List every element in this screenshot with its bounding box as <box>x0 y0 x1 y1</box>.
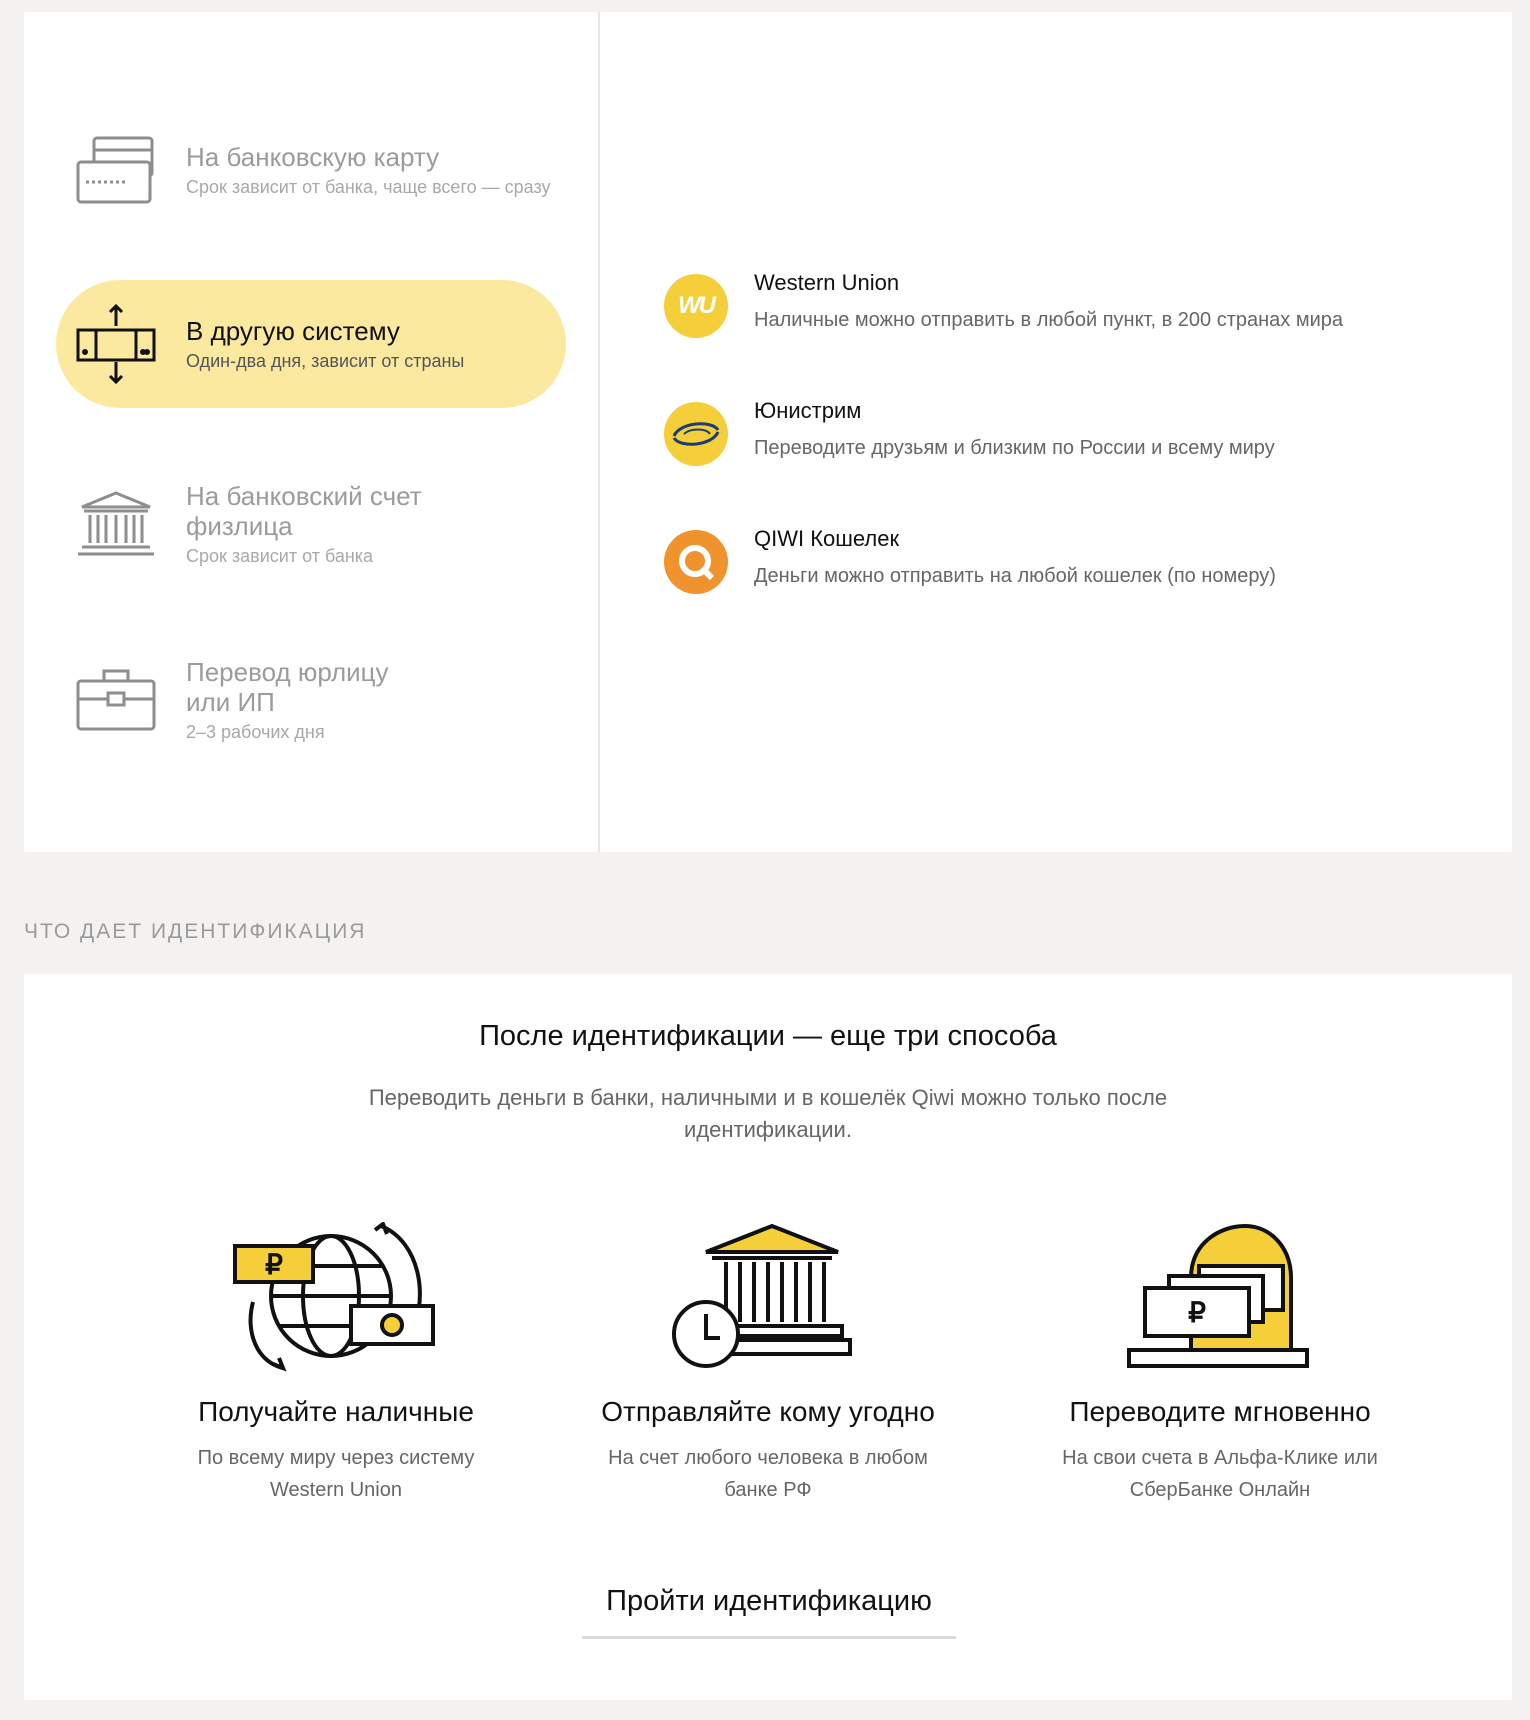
method-title: На банковскую карту <box>186 142 440 172</box>
feature-title: Получайте наличные <box>198 1396 474 1427</box>
feature-instant <box>1000 1222 1440 1506</box>
provider-qiwi[interactable] <box>664 526 1484 594</box>
method-legal-entity[interactable] <box>56 650 566 750</box>
method-title: На банковский счет физлица <box>186 481 422 541</box>
method-bank-account[interactable] <box>56 474 566 574</box>
column-divider <box>598 12 600 852</box>
provider-desc: Наличные можно отправить в любой пункт, в 200 странах мира <box>754 309 1344 331</box>
method-subtitle: Срок зависит от банка <box>186 546 374 566</box>
feature-cash <box>116 1222 556 1506</box>
card-icon <box>56 136 176 204</box>
identification-card <box>24 974 1512 1700</box>
method-title: Перевод юрлицу или ИП <box>186 657 389 717</box>
feature-title: Переводите мгновенно <box>1069 1396 1371 1427</box>
method-other-system[interactable] <box>56 280 566 408</box>
provider-unistream[interactable] <box>664 398 1484 466</box>
method-bank-card[interactable] <box>56 120 566 220</box>
western-union-logo-icon: WU <box>664 274 728 338</box>
qiwi-logo-icon <box>664 530 728 594</box>
svg-text:₽: ₽ <box>265 1249 283 1280</box>
method-subtitle: 2–3 рабочих дня <box>186 722 325 742</box>
feature-desc: На счет любого человека в любом банке РФ <box>608 1447 928 1501</box>
transfer-system-icon <box>56 304 176 384</box>
provider-name: Юнистрим <box>754 398 862 423</box>
provider-western-union[interactable] <box>664 270 1484 338</box>
provider-desc: Деньги можно отправить на любой кошелек (по номеру) <box>754 565 1276 587</box>
provider-name: Western Union <box>754 270 900 295</box>
provider-name: QIWI Кошелек <box>754 526 900 551</box>
provider-desc: Переводите друзьям и близким по России и всему миру <box>754 437 1275 459</box>
briefcase-icon <box>56 669 176 731</box>
svg-text:₽: ₽ <box>1188 1297 1206 1328</box>
feature-title: Отправляйте кому угодно <box>601 1396 935 1427</box>
identification-lead: Переводить деньги в банки, наличными и в кошелёк Qiwi можно только после идентификации. <box>368 1085 1168 1142</box>
identification-headline: После идентификации — еще три способа <box>479 1020 1057 1052</box>
feature-desc: По всему миру через систему Western Union <box>197 1447 475 1501</box>
feature-send <box>548 1222 988 1506</box>
instant-transfer-icon <box>1000 1222 1440 1372</box>
bank-clock-icon <box>548 1222 988 1372</box>
identification-button[interactable]: Пройти идентификацию <box>582 1580 956 1639</box>
transfer-methods-card <box>24 12 1512 852</box>
globe-cash-icon <box>116 1222 556 1372</box>
method-title: В другую систему <box>186 316 400 346</box>
method-subtitle: Один-два дня, зависит от страны <box>186 351 465 371</box>
section-label: ЧТО ДАЕТ ИДЕНТИФИКАЦИЯ <box>24 920 367 943</box>
bank-icon <box>56 491 176 557</box>
feature-desc: На свои счета в Альфа-Клике или СберБанке Онлайн <box>1062 1447 1378 1501</box>
unistream-logo-icon <box>664 402 728 466</box>
method-subtitle: Срок зависит от банка, чаще всего — сразу <box>186 177 551 197</box>
